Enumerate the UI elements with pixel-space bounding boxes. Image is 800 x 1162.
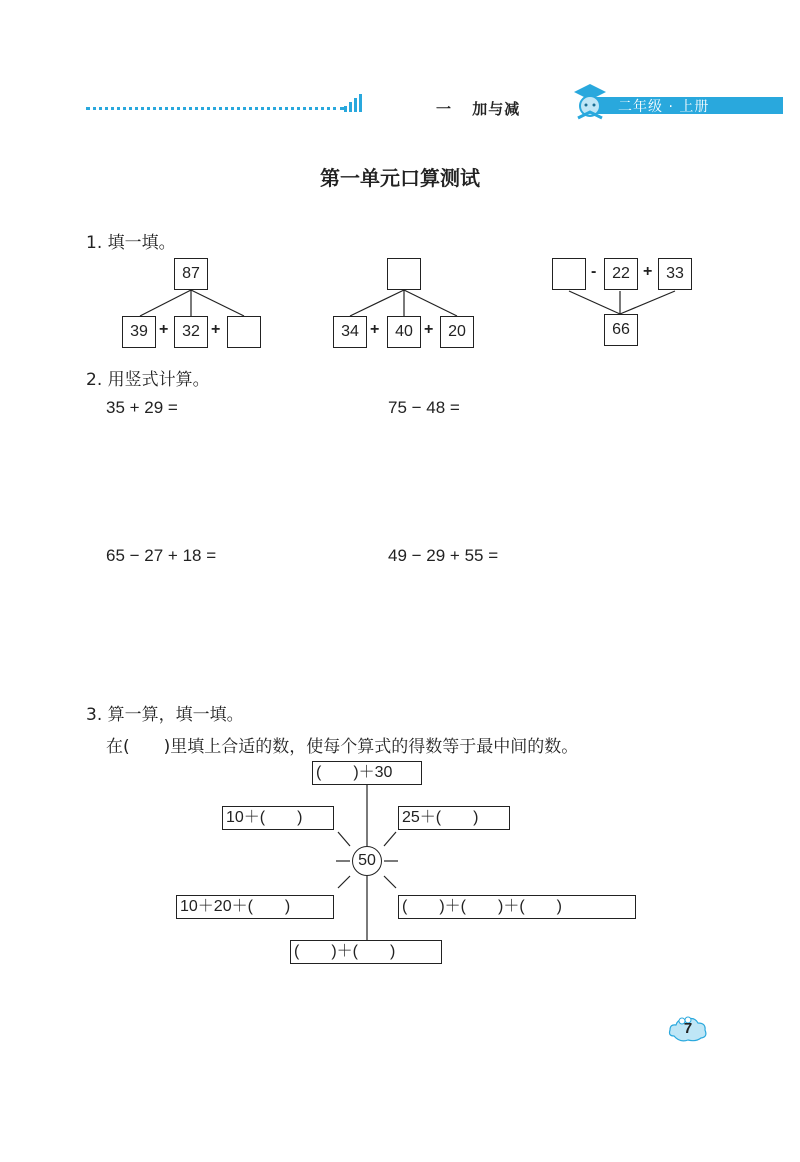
- tree1-box-2: 32: [174, 316, 208, 348]
- grade-label: 二年级 · 上册: [618, 99, 710, 115]
- page-title: 第一单元口算测试: [320, 166, 480, 190]
- tree1-box-1: 39: [122, 316, 156, 348]
- question-1-label: 1. 填一填。: [86, 233, 176, 253]
- tree1-top-box: 87: [174, 258, 208, 290]
- tree2-answer-box[interactable]: [387, 258, 421, 290]
- tree2-box-2: 40: [387, 316, 421, 348]
- tree1-op-2: +: [211, 321, 221, 338]
- question-2-label: 2. 用竖式计算。: [86, 370, 210, 390]
- tree2-op-1: +: [370, 321, 380, 338]
- chapter-heading: [436, 98, 520, 119]
- calc-expression-4: 49 − 29 + 55 =: [388, 546, 499, 565]
- equation-box-lower-right[interactable]: ( )＋( )＋( ): [398, 895, 636, 919]
- tree3-box-3: 33: [658, 258, 692, 290]
- header-dotted-line: [86, 107, 344, 110]
- tree3-op-1: -: [591, 263, 597, 280]
- calc-expression-3: 65 − 27 + 18 =: [106, 546, 217, 565]
- equation-box-lower-left[interactable]: 10＋20＋( ): [176, 895, 334, 919]
- mascot-graduate-icon: [568, 80, 612, 124]
- header-bars-icon: [344, 92, 364, 112]
- chapter-title: 加与减: [472, 100, 521, 118]
- tree3-op-2: +: [643, 263, 653, 280]
- tree2-box-3: 20: [440, 316, 474, 348]
- page-number: 7: [683, 1020, 693, 1037]
- calc-expression-2: 75 − 48 =: [388, 398, 460, 417]
- tree2-box-1: 34: [333, 316, 367, 348]
- center-number: 50: [352, 846, 382, 876]
- equation-box-top[interactable]: ( )＋30: [312, 761, 422, 785]
- equation-box-upper-right[interactable]: 25＋( ): [398, 806, 510, 830]
- tree2-op-2: +: [424, 321, 434, 338]
- question-3-label: 3. 算一算，填一填。: [86, 705, 244, 725]
- question-3-instruction: 在( )里填上合适的数，使每个算式的得数等于最中间的数。: [106, 737, 579, 757]
- equation-box-bottom[interactable]: ( )＋( ): [290, 940, 442, 964]
- tree1-op-1: +: [159, 321, 169, 338]
- tree3-bottom-box: 66: [604, 314, 638, 346]
- calc-expression-1: 35 + 29 =: [106, 398, 178, 417]
- chapter-number: 一: [436, 100, 453, 118]
- tree1-answer-box[interactable]: [227, 316, 261, 348]
- equation-box-upper-left[interactable]: 10＋( ): [222, 806, 334, 830]
- tree3-answer-box[interactable]: [552, 258, 586, 290]
- tree3-box-2: 22: [604, 258, 638, 290]
